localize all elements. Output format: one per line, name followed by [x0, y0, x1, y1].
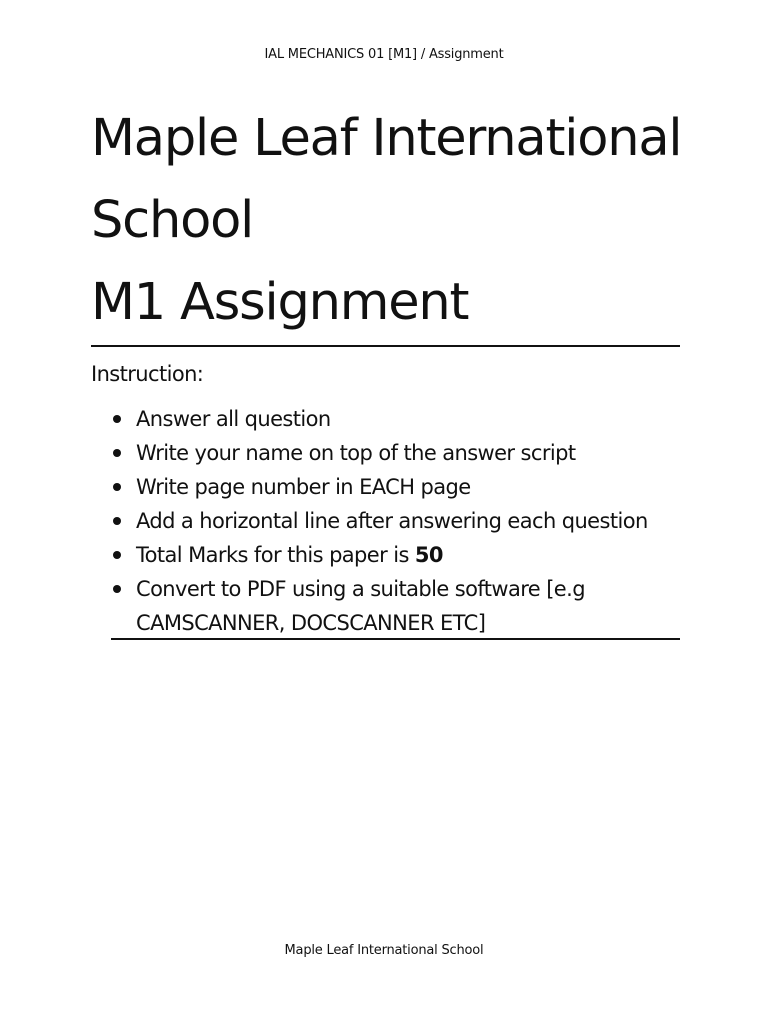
title-block — [91, 98, 681, 344]
total-marks-value: 50 — [414, 543, 443, 567]
instruction-item — [110, 504, 680, 538]
instruction-item — [110, 436, 680, 470]
top-divider — [91, 345, 680, 347]
page-footer: Maple Leaf International School — [284, 943, 484, 958]
total-marks-label: Total Marks for this paper is — [136, 543, 415, 567]
instruction-text: Add a horizontal line after answering each question — [136, 509, 648, 533]
school-name-line-2: School — [91, 191, 254, 250]
instruction-text: Answer all question — [136, 407, 331, 431]
bullet-icon — [113, 585, 121, 593]
instruction-list — [110, 402, 680, 640]
instruction-text: Write page number in EACH page — [136, 475, 471, 499]
bullet-icon — [113, 415, 121, 423]
page-header: IAL MECHANICS 01 [M1] / Assignment — [264, 47, 504, 62]
bullet-icon — [113, 449, 121, 457]
bullet-icon — [113, 517, 121, 525]
bullet-icon — [113, 551, 121, 559]
school-name-line-1: Maple Leaf International — [91, 109, 682, 168]
instruction-item — [110, 470, 680, 504]
instruction-item-total-marks — [110, 538, 680, 572]
bullet-icon — [113, 483, 121, 491]
instruction-heading: Instruction: — [91, 362, 204, 386]
instruction-item-convert-pdf — [110, 572, 680, 640]
bottom-divider — [111, 638, 680, 640]
convert-pdf-text-line-2: CAMSCANNER, DOCSCANNER ETC] — [136, 611, 486, 635]
convert-pdf-text-line-1: Convert to PDF using a suitable software [e.g — [136, 577, 585, 601]
instruction-item — [110, 402, 680, 436]
assignment-title: M1 Assignment — [91, 273, 469, 332]
instruction-text: Write your name on top of the answer script — [136, 441, 576, 465]
